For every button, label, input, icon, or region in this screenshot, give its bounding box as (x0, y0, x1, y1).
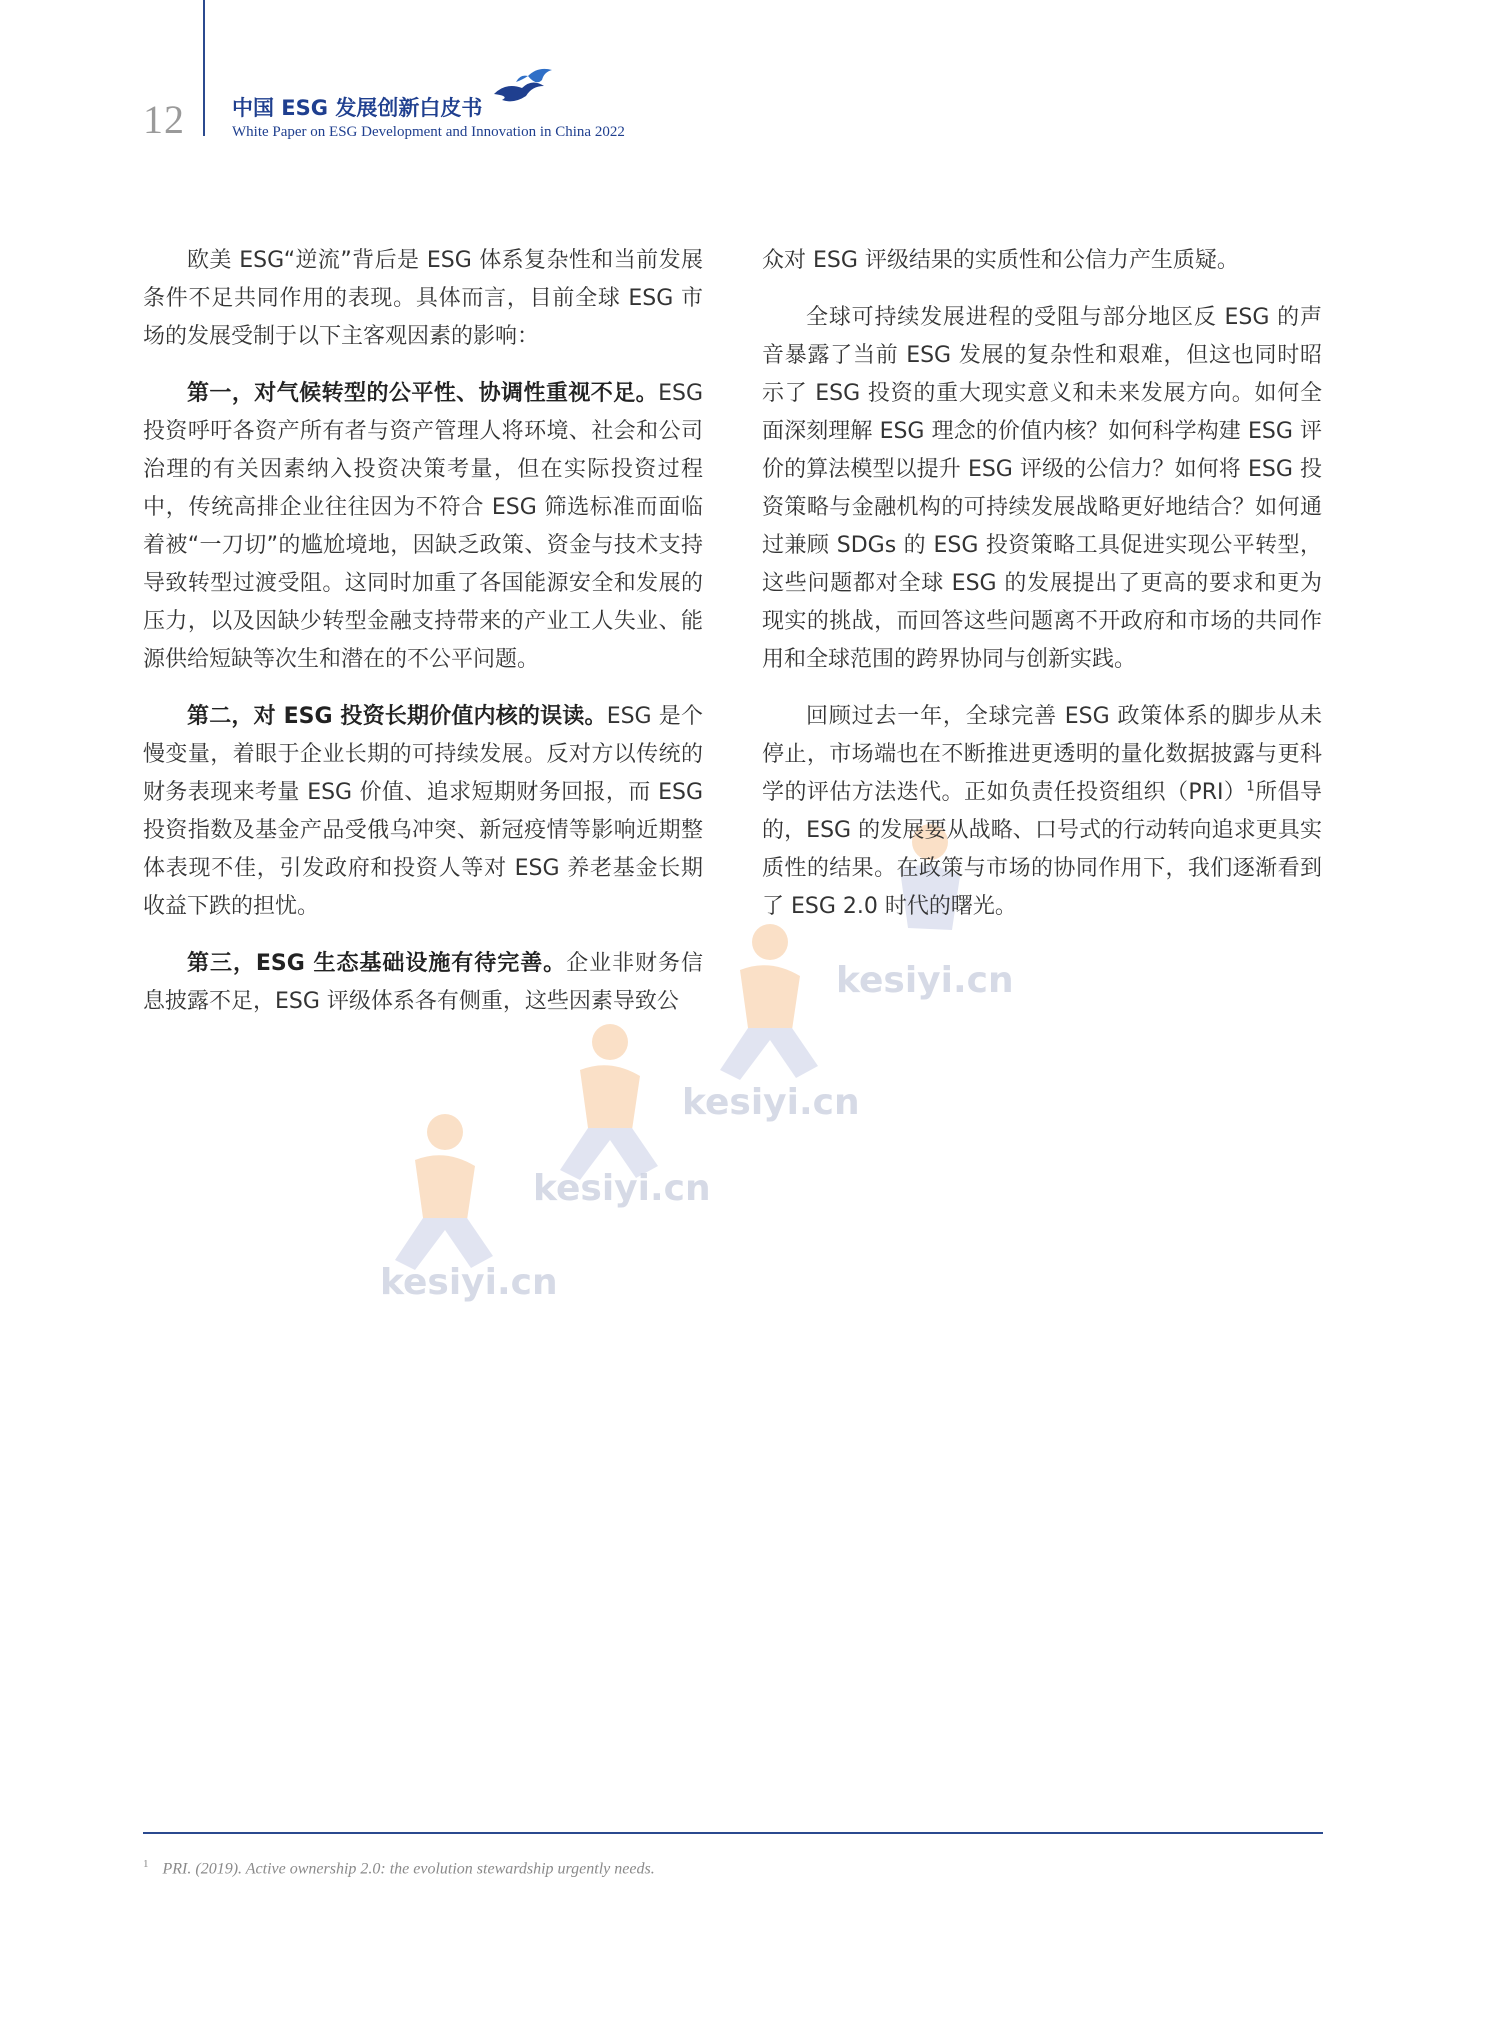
footnote-text: PRI. (2019). Active ownership 2.0: the evolution stewardship urgently needs. (162, 1860, 655, 1878)
watermark-text: kesiyi.cn (533, 1168, 711, 1209)
paragraph-continued: 众对 ESG 评级结果的实质性和公信力产生质疑。 (762, 248, 1239, 273)
watermark-text: kesiyi.cn (682, 1082, 860, 1123)
footnote-marker: 1 (143, 1858, 149, 1870)
paragraph: 全球可持续发展进程的受阻与部分地区反 ESG 的声音暴露了当前 ESG 发展的复杂性和艰难，但这也同时昭示了 ESG 投资的重大现实意义和未来发展方向。如何全面深刻理解 ESG 理念的价值内核？如何科学构建 ESG 评价的算法模型以提升 ESG 评级的公信力？如何将 ESG 投资策略与金融机构的可持续发展战略更好地结合？如何通过兼顾 SDGs 的 ESG 投资策略工具促进实现公平转型，这些问题都对全球 ESG 的发展提出了更高的要求和更为现实的挑战，而回答这些问题离不开政府和市场的共同作用和全球范围的跨界协同与创新实践。 (762, 305, 1322, 672)
document-title-cn: 中国 ESG 发展创新白皮书 (232, 96, 483, 120)
paragraph (143, 375, 703, 679)
left-column (143, 242, 703, 1040)
watermark-text: kesiyi.cn (380, 1262, 558, 1303)
paragraph: 欧美 ESG“逆流”背后是 ESG 体系复杂性和当前发展条件不足共同作用的表现。具体而言，目前全球 ESG 市场的发展受制于以下主客观因素的影响： (143, 248, 703, 349)
paragraph (762, 698, 1322, 926)
running-person-icon (375, 1110, 515, 1280)
paragraph-body: ESG 是个慢变量，着眼于企业长期的可持续发展。反对方以传统的财务表现来考量 ESG 价值、追求短期财务回报，而 ESG 投资指数及基金产品受俄乌冲突、新冠疫情等影响近期整体表现不佳，引发政府和投资人等对 ESG 养老基金长期收益下跌的担忧。 (143, 704, 703, 919)
document-title-en: White Paper on ESG Development and Innovation in China 2022 (232, 124, 625, 140)
watermark-text: kesiyi.cn (836, 960, 1014, 1001)
paragraph-body: 所倡导的，ESG 的发展要从战略、口号式的行动转向追求更具实质性的结果。在政策与市场的协同作用下，我们逐渐看到了 ESG 2.0 时代的曙光。 (762, 780, 1322, 919)
running-person-icon (700, 920, 840, 1090)
footnote (143, 1858, 655, 1878)
paragraph-lead: 第二，对 ESG 投资长期价值内核的误读。 (187, 704, 607, 729)
paragraph-body: 企业非财务信息披露不足，ESG 评级体系各有侧重，这些因素导致公 (143, 951, 703, 1014)
footnote-reference[interactable]: 1 (1246, 779, 1255, 795)
footnote-divider (143, 1832, 1323, 1834)
paragraph-lead: 第三，ESG 生态基础设施有待完善。 (187, 951, 567, 976)
right-column (762, 242, 1322, 945)
paragraph (143, 945, 703, 1021)
running-person-icon (540, 1020, 680, 1190)
paragraph-body: 回顾过去一年，全球完善 ESG 政策体系的脚步从未停止，市场端也在不断推进更透明的量化数据披露与更科学的评估方法迭代。正如负责任投资组织（PRI） (762, 704, 1322, 805)
header-divider (203, 0, 205, 136)
birds-logo-icon (492, 64, 558, 110)
paragraph-lead: 第一，对气候转型的公平性、协调性重视不足。 (187, 381, 659, 406)
paragraph-body: ESG 投资呼吁各资产所有者与资产管理人将环境、社会和公司治理的有关因素纳入投资决策考量，但在实际投资过程中，传统高排企业往往因为不符合 ESG 筛选标准而面临着被“一刀切”的尴尬境地，因缺乏政策、资金与技术支持导致转型过渡受阻。这同时加重了各国能源安全和发展的压力，以及因缺少转型金融支持带来的产业工人失业、能源供给短缺等次生和潜在的不公平问题。 (143, 381, 703, 672)
page-number: 12 (143, 97, 185, 142)
paragraph (143, 698, 703, 926)
